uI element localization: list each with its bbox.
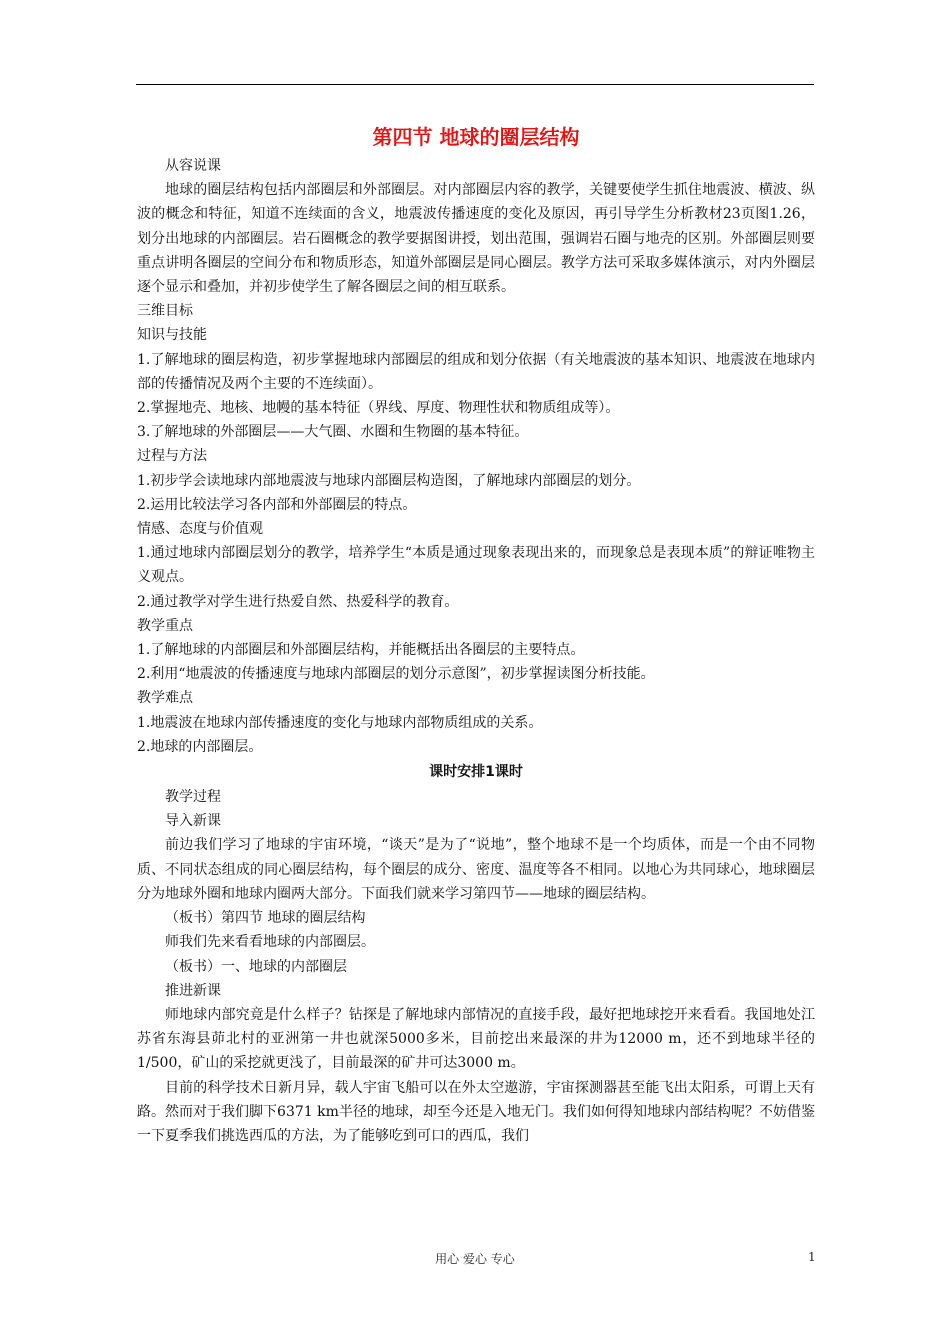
paragraph: 1.地震波在地球内部传播速度的变化与地球内部物质组成的关系。	[137, 714, 543, 731]
paragraph: 情感、态度与价值观	[137, 521, 263, 538]
paragraph: 知识与技能	[137, 327, 207, 344]
paragraph: 1.了解地球的内部圈层和外部圈层结构，并能概括出各圈层的主要特点。	[137, 642, 585, 659]
page-number: 1	[808, 1250, 816, 1264]
paragraph: 2.运用比较法学习各内部和外部圈层的特点。	[137, 496, 417, 513]
schedule-heading: 课时安排1课时	[429, 764, 523, 781]
footer-text: 用心 爱心 专心	[435, 1252, 515, 1266]
document-body	[137, 120, 815, 1148]
paragraph: 前边我们学习了地球的宇宙环境，“谈天”是为了“说地”，整个地球不是一个均质体，而是一个由不同物质、不同状态组成的同心圈层结构，每个圈层的成分、密度、温度等各不相同。以地心为共同球心，地球圈层分为地球外圈和地球内圈两大部分。下面我们就来学习第四节——地球的圈层结构。	[137, 837, 815, 902]
section-objectives	[137, 154, 815, 759]
paragraph: （板书）一、地球的内部圈层	[165, 958, 347, 975]
paragraph: 师我们先来看看地球的内部圈层。	[165, 934, 375, 951]
paragraph: （板书）第四节 地球的圈层结构	[165, 910, 366, 927]
section-process	[137, 785, 815, 1148]
header-rule	[136, 84, 814, 85]
paragraph: 2.通过教学对学生进行热爱自然、热爱科学的教育。	[137, 593, 459, 610]
paragraph: 2.地球的内部圈层。	[137, 738, 263, 755]
paragraph: 3.了解地球的外部圈层——大气圈、水圈和生物圈的基本特征。	[137, 424, 529, 441]
paragraph: 师地球内部究竟是什么样子？钻探是了解地球内部情况的直接手段，最好把地球挖开来看看。我国地处江苏省东海县茆北村的亚洲第一井也就深5000多米，目前挖出来最深的井为12000 m，还不到地球半径的1/500，矿山的采挖就更浅了，目前最深的矿井可达3000 m。	[137, 1006, 815, 1072]
paragraph: 教学难点	[137, 690, 193, 707]
paragraph: 教学过程	[165, 789, 221, 806]
paragraph: 2.利用“地震波的传播速度与地球内部圈层的划分示意图”，初步掌握读图分析技能。	[137, 666, 655, 683]
paragraph: 从容说课	[165, 158, 221, 174]
paragraph: 地球的圈层结构包括内部圈层和外部圈层。对内部圈层内容的教学，关键要使学生抓住地震波、横波、纵波的概念和特征，知道不连续面的含义，地震波传播速度的变化及原因，再引导学生分析教材23页图1.26，划分出地球的内部圈层。岩石圈概念的教学要据图讲授，划出范围，强调岩石圈与地壳的区别。外部圈层则要重点讲明各圈层的空间分布和物质形态，知道外部圈层是同心圈层。教学方法可采取多媒体演示，对内外圈层逐个显示和叠加，并初步使学生了解各圈层之间的相互联系。	[137, 182, 815, 296]
page-title: 第四节 地球的圈层结构	[372, 125, 580, 149]
paragraph: 2.掌握地壳、地核、地幔的基本特征（界线、厚度、物理性状和物质组成等）。	[137, 400, 620, 417]
paragraph: 1.通过地球内部圈层划分的教学，培养学生“本质是通过现象表现出来的，而现象总是表现本质”的辩证唯物主义观点。	[137, 545, 815, 586]
paragraph: 1.初步学会读地球内部地震波与地球内部圈层构造图，了解地球内部圈层的划分。	[137, 472, 641, 489]
paragraph: 目前的科学技术日新月异，载人宇宙飞船可以在外太空遨游，宇宙探测器甚至能飞出太阳系，可谓上天有路。然而对于我们脚下6371 km半径的地球，却至今还是入地无门。我们如何得知地球内部结构呢？不妨借鉴一下夏季我们挑选西瓜的方法，为了能够吃到可口的西瓜，我们	[137, 1079, 815, 1144]
paragraph: 过程与方法	[137, 448, 207, 465]
paragraph: 推进新课	[165, 982, 221, 999]
paragraph: 导入新课	[165, 813, 221, 830]
paragraph: 1.了解地球的圈层构造，初步掌握地球内部圈层的组成和划分依据（有关地震波的基本知识、地震波在地球内部的传播情况及两个主要的不连续面）。	[137, 351, 815, 392]
paragraph: 三维目标	[137, 303, 193, 320]
paragraph: 教学重点	[137, 617, 193, 634]
